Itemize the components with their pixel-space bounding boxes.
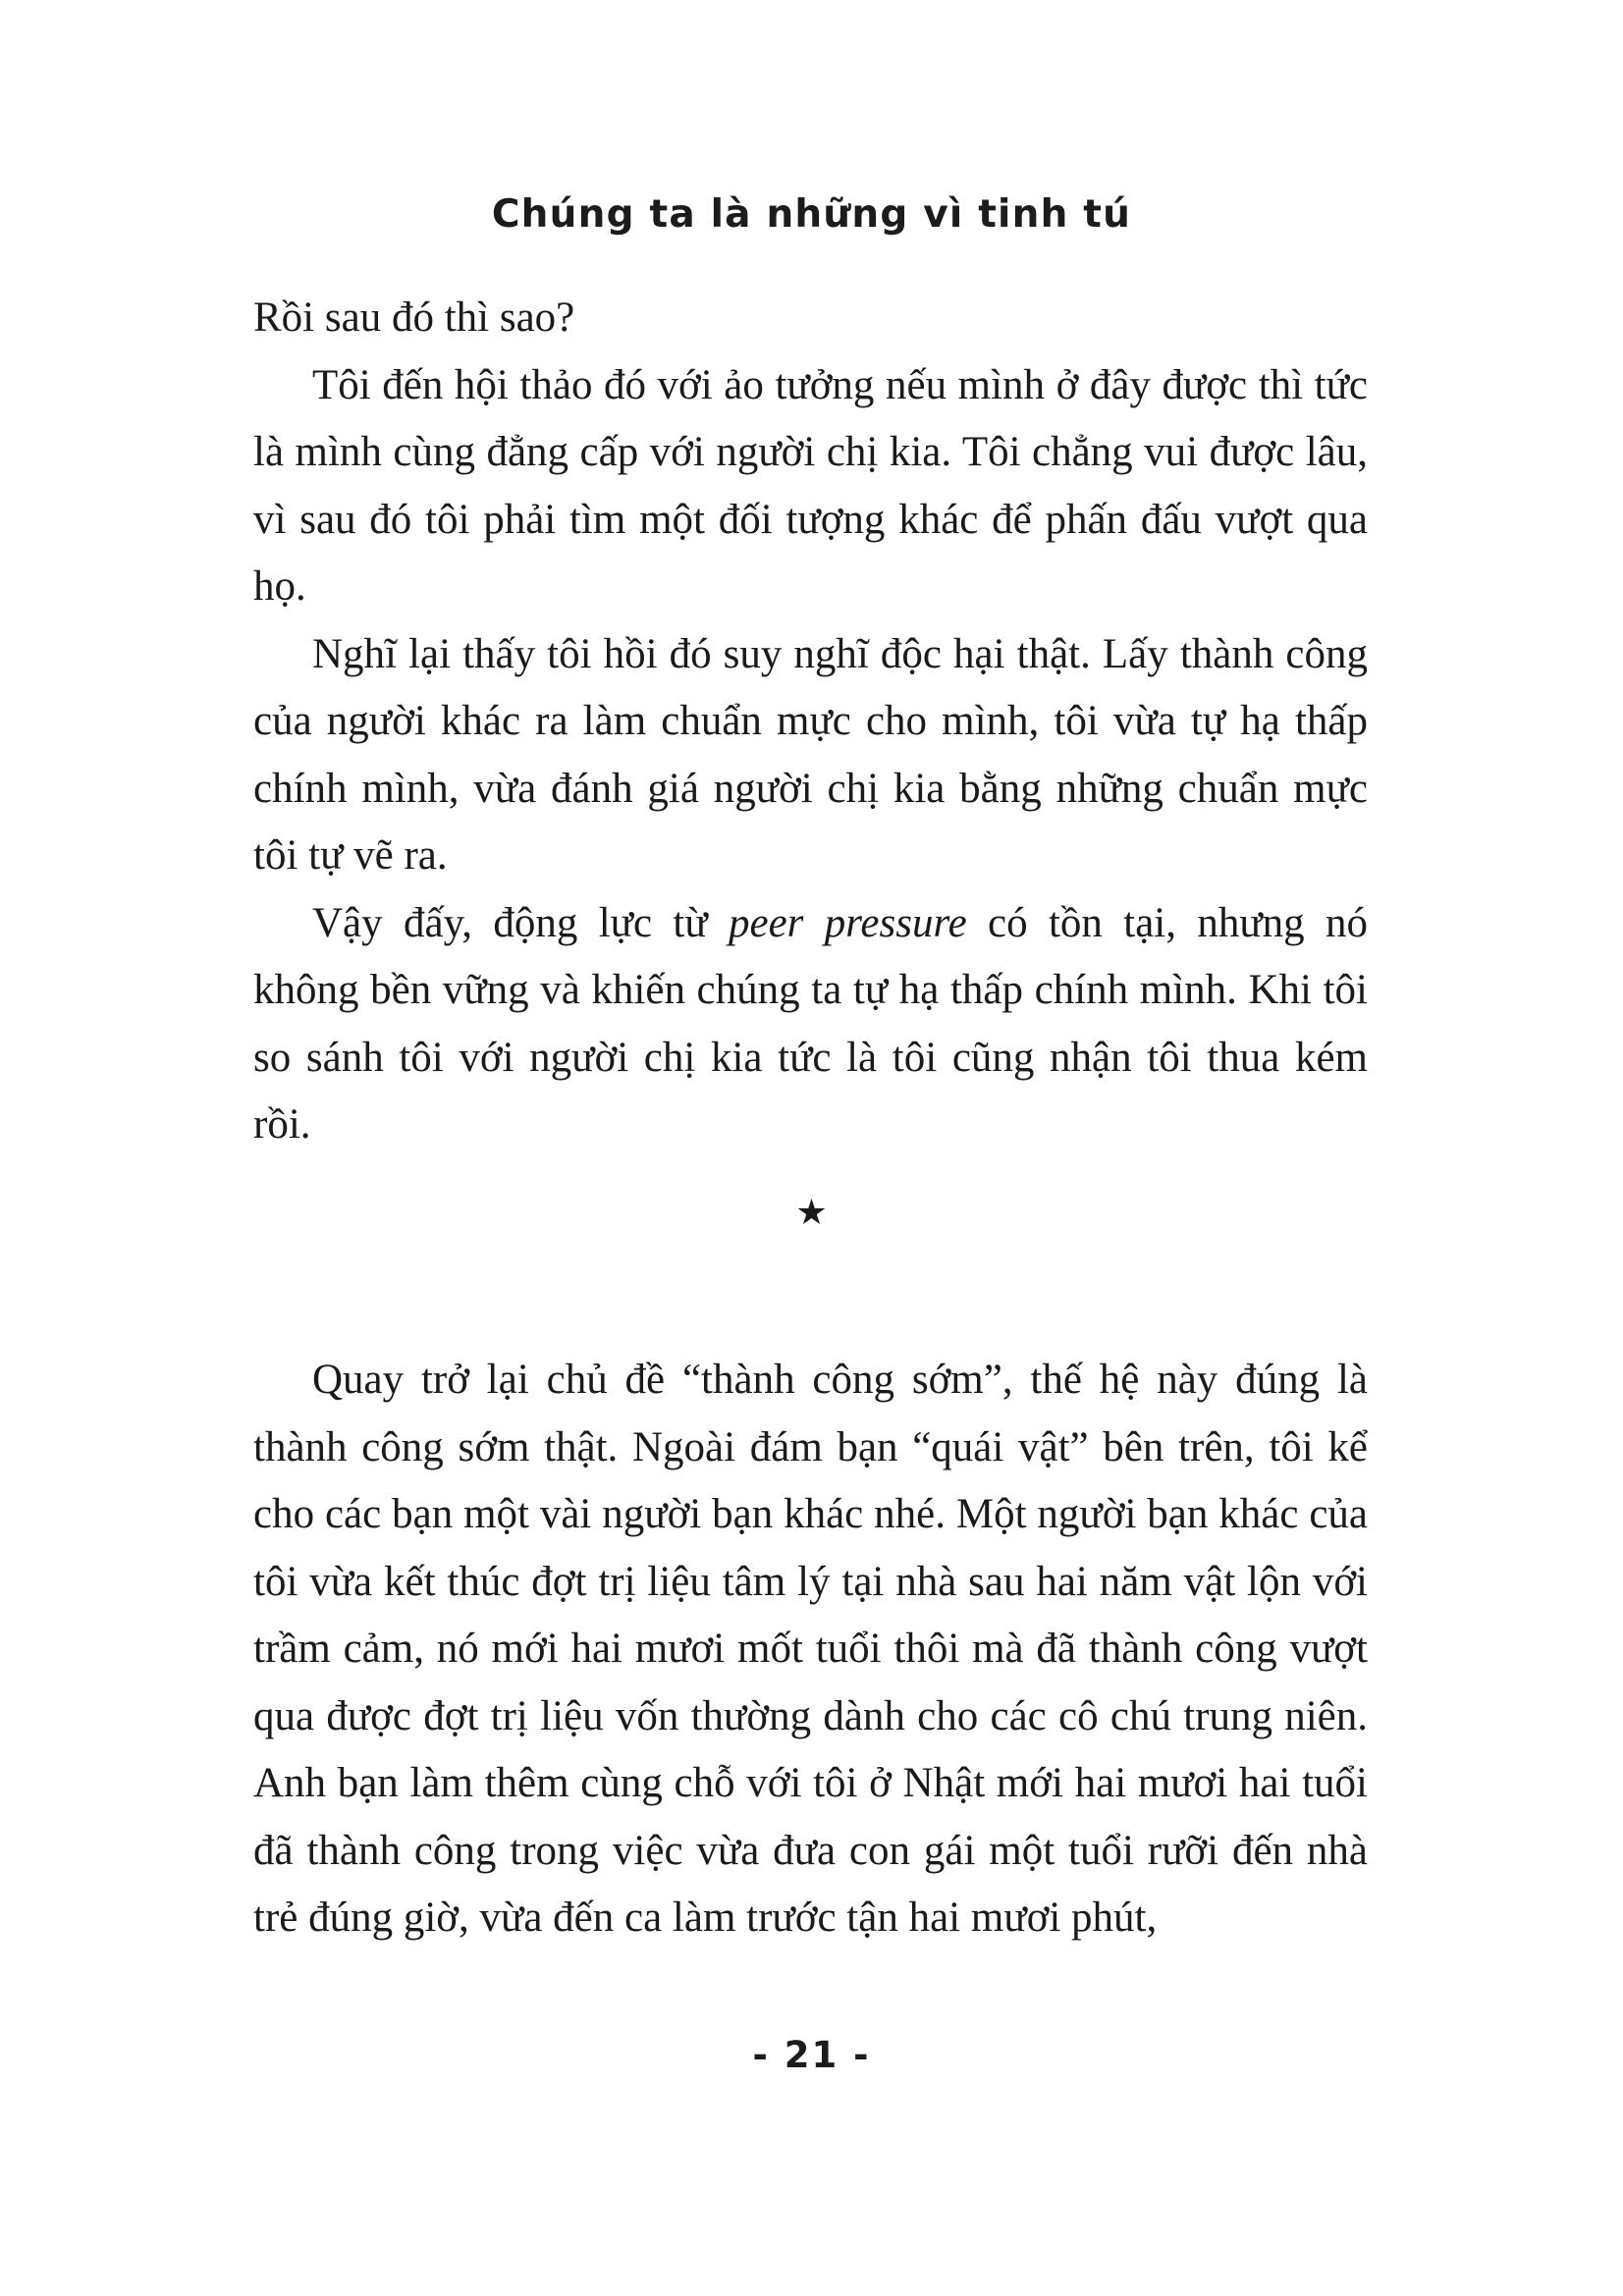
- paragraph: Tôi đến hội thảo đó với ảo tưởng nếu mình ở đây được thì tức là mình cùng đẳng cấp với người chị kia. Tôi chẳng vui được lâu, vì sau đó tôi phải tìm một đối tượng khác để phấn đấu vượt qua họ.: [253, 361, 1368, 610]
- italic-term: peer pressure: [729, 899, 967, 946]
- running-header-title: Chúng ta là những vì tinh tú: [491, 192, 1132, 237]
- body-text-section-two: [253, 1347, 1368, 1952]
- paragraph: Quay trở lại chủ đề “thành công sớm”, thế hệ này đúng là thành công sớm thật. Ngoài đám bạn “quái vật” bên trên, tôi kể cho các bạn một vài người bạn khác nhé. Một người bạn khác của tôi vừa kết thúc đợt trị liệu tâm lý tại nhà sau hai năm vật lộn với trầm cảm, nó mới hai mươi mốt tuổi thôi mà đã thành công vượt qua được đợt trị liệu vốn thường dành cho các cô chú trung niên. Anh bạn làm thêm cùng chỗ với tôi ở Nhật mới hai mươi hai tuổi đã thành công trong việc vừa đưa con gái một tuổi rưỡi đến nhà trẻ đúng giờ, vừa đến ca làm trước tận hai mươi phút,: [253, 1357, 1368, 1941]
- star-divider-icon: ★: [795, 1193, 828, 1233]
- paragraph-with-italic: [253, 890, 1368, 1159]
- body-text-section-one: [253, 285, 1368, 1159]
- paragraph-text-after: có tồn tại, nhưng nó không bền vững và khiến chúng ta tự hạ thấp chính mình. Khi tôi so sánh tôi với người chị kia tức là tôi cũng nhận tôi thua kém rồi.: [253, 899, 1368, 1148]
- paragraph: Rồi sau đó thì sao?: [253, 294, 575, 341]
- paragraph: Nghĩ lại thấy tôi hồi đó suy nghĩ độc hại thật. Lấy thành công của người khác ra làm chuẩn mực cho mình, tôi vừa tự hạ thấp chính mình, vừa đánh giá người chị kia bằng những chuẩn mực tôi tự vẽ ra.: [253, 630, 1368, 879]
- paragraph-text-before: Vậy đấy, động lực từ: [312, 899, 730, 946]
- page-number: - 21 -: [752, 2034, 871, 2076]
